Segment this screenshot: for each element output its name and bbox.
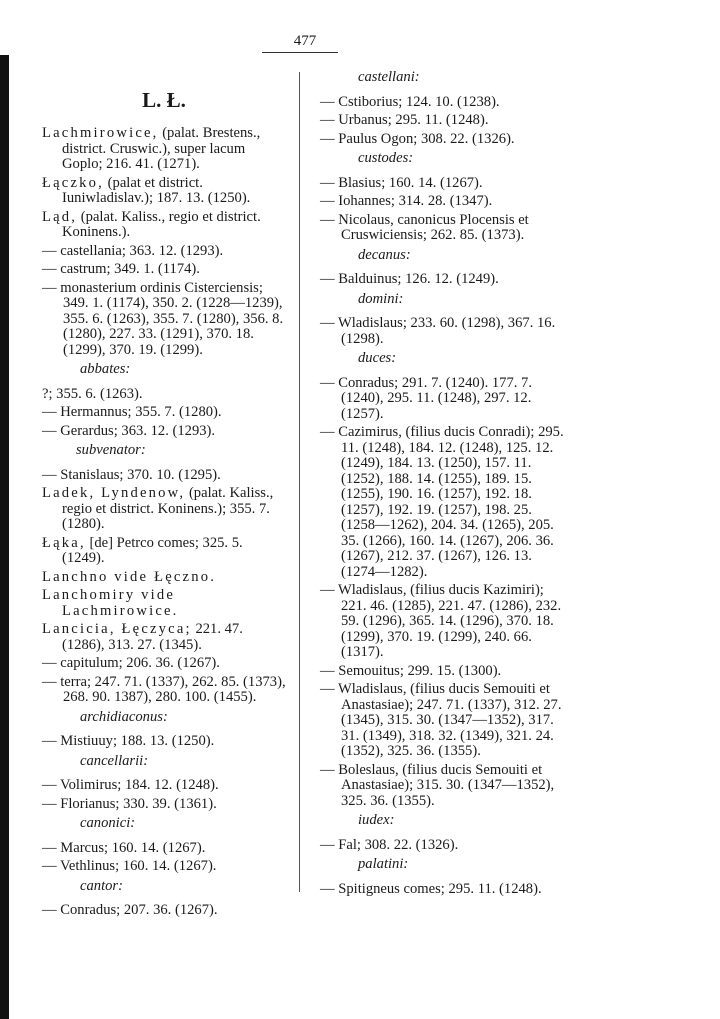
subheading	[42, 879, 286, 895]
subheading-text: duces:	[358, 350, 397, 366]
index-entry	[320, 213, 564, 244]
subheading	[42, 816, 286, 832]
index-entry	[42, 176, 286, 207]
subheading-text: custodes:	[358, 150, 414, 166]
index-entry	[320, 664, 564, 680]
subheading	[320, 351, 564, 367]
entry-text: (palat. Kaliss., regio et district. Koninens.); 355. 7. (1280).	[62, 485, 274, 532]
subheading	[320, 857, 564, 873]
entry-text: — Wladislaus, (filius ducis Kazimiri); 221. 46. (1285), 221. 47. (1286), 232. 59. (1296), 365. 14. (1296), 370. 18. (1299), 370. 19. (1299), 240. 66. (1317).	[320, 582, 562, 660]
entry-text: [de] Petrco comes; 325. 5. (1249).	[62, 534, 243, 566]
entry-text: (palat et district. Iuniwladislav.); 187. 13. (1250).	[62, 174, 251, 206]
entry-text: — Conradus; 207. 36. (1267).	[42, 902, 218, 918]
index-entry	[42, 262, 286, 278]
entry-text: — capitulum; 206. 36. (1267).	[42, 655, 220, 671]
subheading-text: decanus:	[358, 246, 411, 263]
entry-text: — Urbanus; 295. 11. (1248).	[320, 112, 489, 128]
subheading-text: iudex:	[358, 812, 395, 828]
entry-headword: Lanchno vide Łęczno.	[42, 568, 217, 585]
entry-text: — Cstiborius; 124. 10. (1238).	[320, 93, 500, 110]
entry-headword: Łączko,	[42, 174, 104, 191]
index-entry	[42, 536, 286, 567]
entry-text: — Florianus; 330. 39. (1361).	[42, 795, 217, 812]
entry-text: — monasterium ordinis Cisterciensis; 349. 1. (1174), 350. 2. (1228—1239), 355. 6. (1263), 355. 7. (1280), 356. 8. (1280), 227. 33. (1291), 370. 18. (1299), 370. 19. (1299).	[42, 279, 284, 358]
index-entry	[42, 424, 286, 440]
entry-headword: Lancicia, Łęczyca;	[42, 621, 192, 637]
subheading	[320, 70, 564, 86]
entry-text: — Vethlinus; 160. 14. (1267).	[42, 858, 217, 874]
index-entry	[320, 95, 564, 111]
index-entry	[42, 797, 286, 813]
index-entry	[42, 734, 286, 750]
subheading	[320, 813, 564, 829]
subheading	[320, 151, 564, 167]
entry-text: ?; 355. 6. (1263).	[42, 385, 143, 402]
index-entry	[42, 210, 286, 241]
page-number: 477	[293, 33, 317, 49]
index-entry	[320, 682, 564, 760]
entry-text: — Marcus; 160. 14. (1267).	[42, 839, 206, 856]
subheading-text: archidiaconus:	[80, 708, 168, 725]
entry-text: — Hermannus; 355. 7. (1280).	[42, 404, 222, 420]
index-entry	[42, 588, 286, 619]
index-entry	[320, 882, 564, 898]
right-column	[320, 66, 564, 900]
entry-text: — Stanislaus; 370. 10. (1295).	[42, 466, 221, 483]
index-entry	[320, 194, 564, 210]
subheading-text: abbates:	[80, 361, 131, 377]
index-entry	[320, 272, 564, 288]
entry-text: — Boleslaus, (filius ducis Semouiti et Anastasiae); 315. 30. (1347—1352), 325. 36. (1355).	[320, 761, 555, 809]
subheading-text: domini:	[358, 290, 404, 307]
entry-text: — Mistiuuy; 188. 13. (1250).	[42, 733, 215, 749]
index-entry	[42, 903, 286, 919]
index-entry	[42, 841, 286, 857]
subheading-text: cancellarii:	[80, 752, 149, 769]
entry-text: (palat. Brestens., district. Cruswic.), super lacum Goplo; 216. 41. (1271).	[62, 125, 261, 172]
subheading	[42, 443, 286, 459]
index-entry	[42, 281, 286, 359]
entry-text: — Cazimirus, (filius ducis Conradi); 295. 11. (1248), 184. 12. (1248), 125. 12. (1249), 184. 13. (1250), 157. 11. (1252), 188. 14. (1255), 189. 15. (1255), 190. 16. (1257), 192. 18. (1257), 192. 19. (1257), 198. 25. (1258—1262), 204. 34. (1265), 205. 35. (1266), 160. 14. (1267), 206. 36. (1267), 212. 37. (1267), 126. 13. (1274—1282).	[320, 424, 564, 580]
subheading-text: canonici:	[80, 815, 136, 831]
entry-text: — castellania; 363. 12. (1293).	[42, 242, 224, 259]
index-entry	[320, 132, 564, 148]
index-entry	[320, 763, 564, 810]
entry-text: — Fal; 308. 22. (1326).	[320, 836, 459, 853]
subheading-text: castellani:	[358, 69, 420, 85]
subheading	[42, 362, 286, 378]
entry-text: — terra; 247. 71. (1337), 262. 85. (1373), 268. 90. 1387), 280. 100. (1455).	[42, 673, 286, 705]
index-entry	[42, 244, 286, 260]
entry-text: — Iohannes; 314. 28. (1347).	[320, 193, 493, 209]
index-entry	[42, 405, 286, 421]
index-entry	[42, 675, 286, 706]
index-entry	[42, 778, 286, 794]
index-entry	[42, 486, 286, 533]
subheading	[42, 710, 286, 726]
subheading	[42, 754, 286, 770]
subheading-text: palatini:	[358, 856, 409, 872]
entry-headword: Lanchomiry vide Lachmirowice.	[42, 587, 179, 619]
entry-text: — Paulus Ogon; 308. 22. (1326).	[320, 130, 515, 147]
left-column	[42, 66, 286, 922]
entry-text: — Blasius; 160. 14. (1267).	[320, 174, 483, 191]
index-entry	[42, 126, 286, 173]
subheading	[320, 292, 564, 308]
index-entry	[320, 113, 564, 129]
index-entry	[320, 425, 564, 580]
entry-text: — Wladislaus, (filius ducis Semouiti et Anastasiae); 247. 71. (1337), 312. 27. (1345), 315. 30. (1347—1352), 317. 31. (1349), 318. 32. (1349), 321. 24. (1352), 325. 36. (1355).	[320, 681, 562, 759]
subheading-text: subvenator:	[76, 442, 146, 458]
index-entry	[320, 583, 564, 661]
entry-headword: Ladek, Lyndenow,	[42, 485, 186, 501]
entry-text: — Balduinus; 126. 12. (1249).	[320, 271, 499, 287]
entry-text: — castrum; 349. 1. (1174).	[42, 261, 200, 277]
entry-text: — Conradus; 291. 7. (1240). 177. 7. (1240), 295. 11. (1248), 297. 12. (1257).	[320, 374, 533, 422]
entry-text: — Spitigneus comes; 295. 11. (1248).	[320, 880, 542, 897]
entry-text: (palat. Kaliss., regio et district. Koninens.).	[62, 208, 261, 240]
index-entry	[42, 468, 286, 484]
header-rule	[262, 52, 338, 53]
subheading-text: cantor:	[80, 877, 123, 894]
entry-headword: Lachmirowice,	[42, 125, 159, 141]
left-entries	[42, 126, 286, 919]
index-entry	[42, 570, 286, 586]
index-entry	[42, 387, 286, 403]
scan-edge-bar	[0, 55, 9, 1019]
entry-text: 221. 47. (1286), 313. 27. (1345).	[62, 621, 243, 653]
section-title: L. Ł.	[142, 88, 186, 112]
entry-text: — Wladislaus; 233. 60. (1298), 367. 16. (1298).	[320, 315, 556, 347]
subheading	[320, 248, 564, 264]
entry-text: — Volimirus; 184. 12. (1248).	[42, 777, 219, 793]
entry-text: — Gerardus; 363. 12. (1293).	[42, 422, 216, 439]
right-entries	[320, 70, 564, 897]
entry-headword: Ląd,	[42, 208, 78, 225]
entry-text: — Nicolaus, canonicus Plocensis et Cruswiciensis; 262. 85. (1373).	[320, 211, 529, 243]
index-entry	[320, 176, 564, 192]
index-entry	[320, 316, 564, 347]
index-entry	[42, 622, 286, 653]
entry-headword: Łąka,	[42, 534, 86, 551]
entry-text: — Semouitus; 299. 15. (1300).	[320, 662, 502, 679]
column-divider	[299, 72, 300, 892]
index-entry	[42, 656, 286, 672]
index-entry	[320, 838, 564, 854]
index-entry	[42, 859, 286, 875]
index-entry	[320, 376, 564, 423]
